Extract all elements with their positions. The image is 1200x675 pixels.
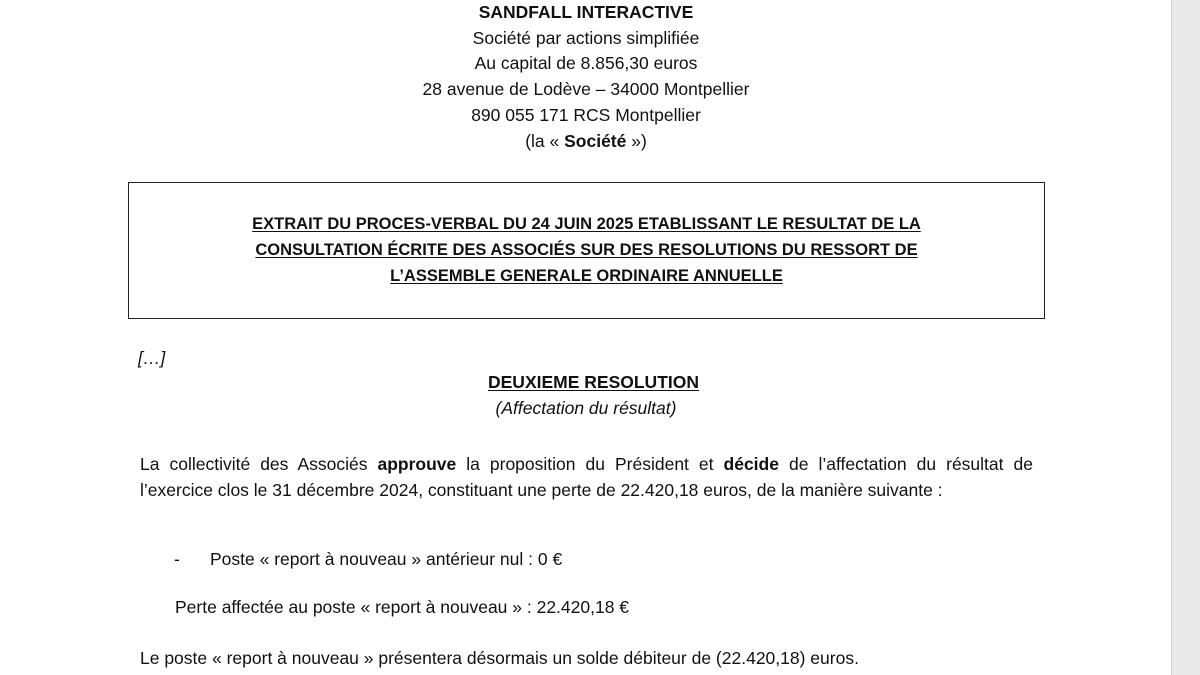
rcs-number: 890 055 171 RCS Montpellier [471,104,701,125]
loss-allocation-line: Perte affectée au poste « report à nouveau » : 22.420,18 € [175,597,630,617]
final-balance-line: Le poste « report à nouveau » présentera désormais un solde débiteur de (22.420,18) euros. [140,648,859,668]
para-part-2: la proposition du Président et [456,454,724,474]
para-part-1: La collectivité des Associés [140,454,378,474]
resolution-subtitle: (Affectation du résultat) [495,398,677,418]
para-bold-approve: approuve [377,454,457,474]
resolution-title: DEUXIEME RESOLUTION [488,372,699,392]
title-line-3: L’ASSEMBLE GENERALE ORDINAIRE ANNUELLE [390,267,783,285]
resolution-paragraph [140,452,1033,503]
company-alias [0,129,1172,155]
alias-suffix: ») [626,130,647,151]
minutes-title [129,211,1044,289]
omission-marker: […] [138,348,166,368]
company-name: SANDFALL INTERACTIVE [478,2,694,22]
company-header [0,0,1172,154]
alias-prefix: (la « [525,130,565,151]
company-address: 28 avenue de Lodève – 34000 Montpellier [422,79,750,100]
title-line-2: CONSULTATION ÉCRITE DES ASSOCIÉS SUR DES RESOLUTIONS DU RESSORT DE [255,241,918,259]
share-capital: Au capital de 8.856,30 euros [474,53,698,74]
alias-bold: Société [564,130,627,151]
para-part-3: de l’affectation du résultat de l’exercice clos le 31 décembre 2024, constituant une perte de 22.420,18 euros, de la manière suivante : [140,454,1033,500]
para-bold-decide: décide [723,454,779,474]
bullet-item [174,549,562,570]
legal-form: Société par actions simplifiée [472,27,700,48]
bullet-dash: - [174,549,180,569]
minutes-title-box [128,182,1045,319]
title-line-1: EXTRAIT DU PROCES-VERBAL DU 24 JUIN 2025 ETABLISSANT LE RESULTAT DE LA [252,215,921,233]
bullet-text: Poste « report à nouveau » antérieur nul : 0 € [210,549,563,569]
